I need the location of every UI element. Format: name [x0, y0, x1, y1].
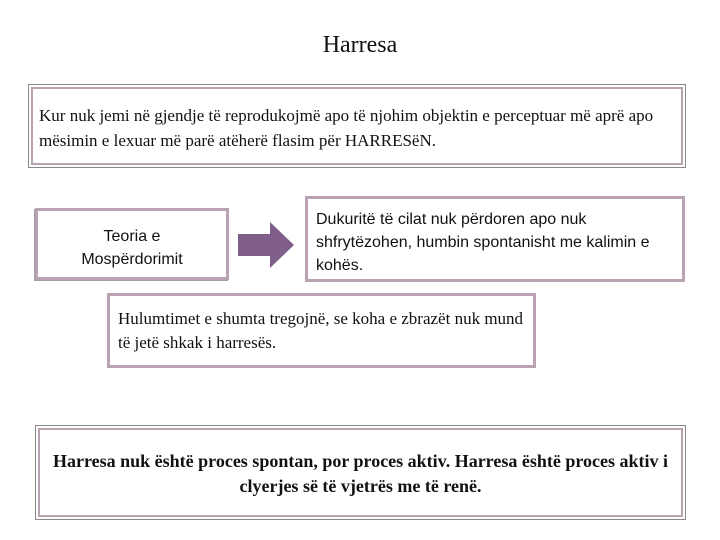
disuse-effect-box [305, 196, 685, 282]
active-process-box [35, 425, 686, 520]
right-arrow-icon [238, 220, 298, 270]
research-box [107, 293, 536, 368]
definition-box [28, 84, 686, 168]
theory-label-line2: Mospërdorimit [81, 251, 183, 268]
disuse-effect-text: Dukuritë të cilat nuk përdoren apo nuk shfrytëzohen, humbin spontanisht me kalimin e kohës. [316, 211, 650, 274]
theory-box [35, 208, 229, 280]
definition-text: Kur nuk jemi në gjendje të reprodukojmë apo të njohim objektin e perceptuar më aprë apo mësimin e lexuar më parë atëherë flasim për HARRESëN. [39, 106, 654, 150]
active-process-text: Harresa nuk është proces spontan, por proces aktiv. Harresa është proces aktiv i clyerjes së të vjetrës me të renë. [52, 451, 668, 496]
theory-label-line1: Teoria e [103, 228, 161, 245]
slide-title: Harresa [322, 32, 398, 58]
research-text: Hulumtimet e shumta tregojnë, se koha e zbrazët nuk mund të jetë shkak i harresës. [118, 309, 524, 352]
